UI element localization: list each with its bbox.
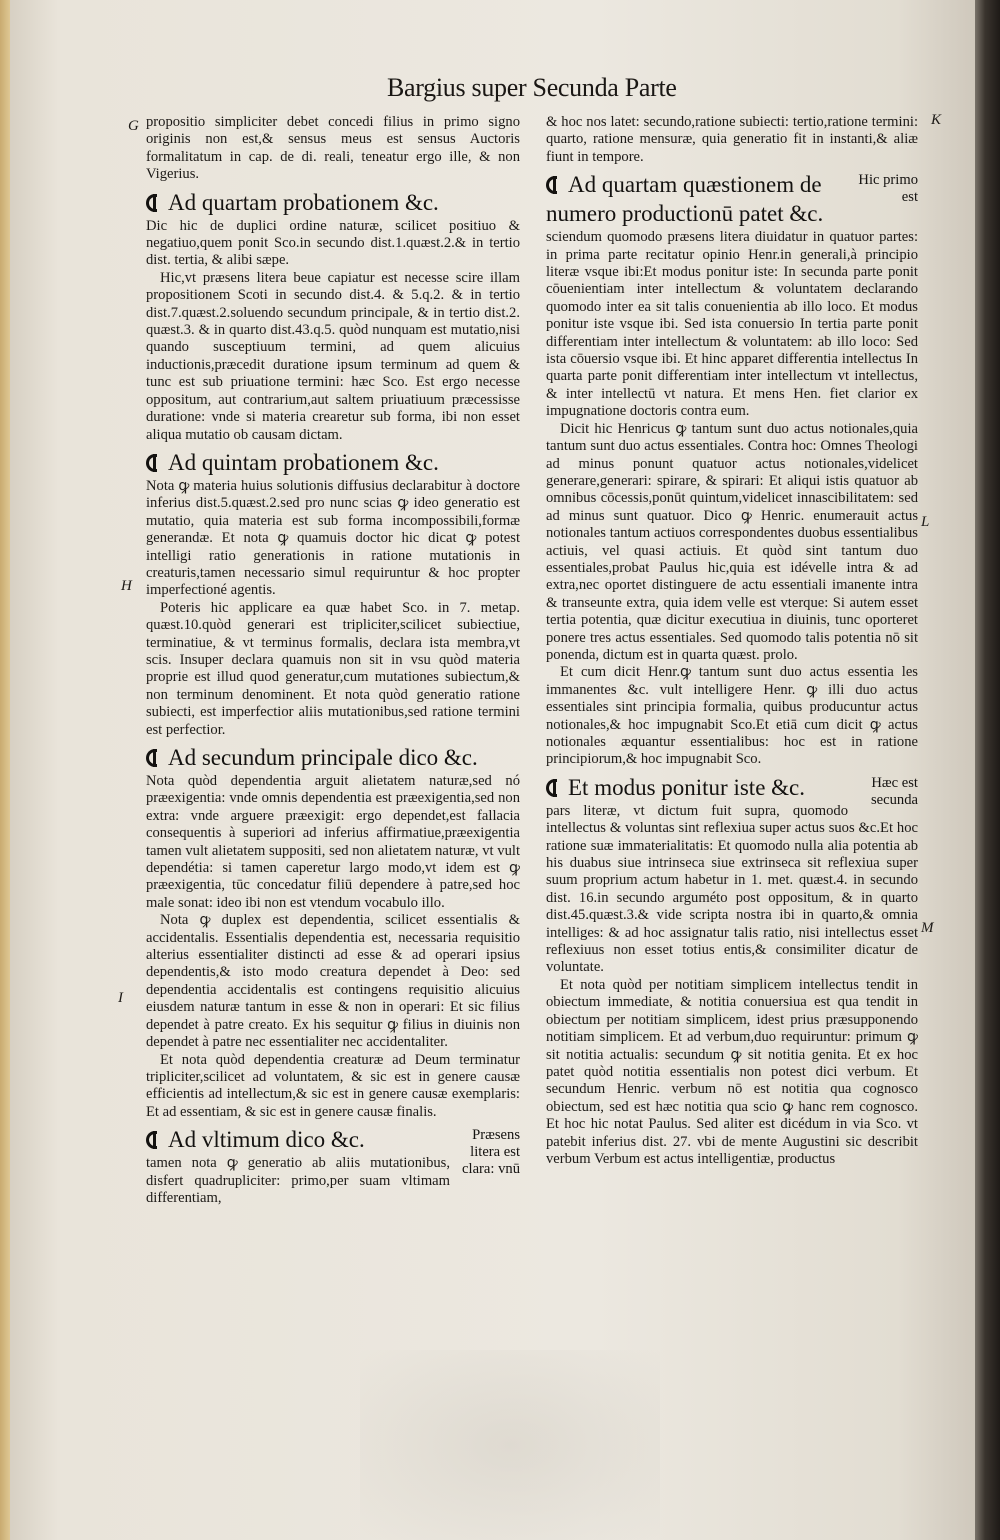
section-heading: [146, 188, 520, 217]
paragraph: Nota quòd dependentia arguit alietatem naturæ,sed nó præexigentia: vnde omnis dependentia est præexigentia,sed non extra: vnde arguere præexigit: ergo dependet,est fallacia consequentis à superiori ad inferius affirmatiue,præexigentia tamen vult alietatem suppositi, sed non alietatem naturæ, vt vult dependétia: si tamen caperetur largo modo,vt idem est ꝙ præexigentia, tūc concedatur filiū dependere à patre,sed hoc male sonat: ideo ibi non est vtendum vocabulo illo.: [146, 773, 520, 911]
heading-text: Ad quartam quæstionem de numero productionū patet &c.: [546, 172, 824, 227]
paragraph: Et nota quòd dependentia creaturæ ad Deum terminatur tripliciter,scilicet ad voluntatem, & sic est in genere causæ efficientis ad intellectum,& sic est in genere causæ exemplaris: Et ad essentiam, & sic est in genere causæ finalis.: [146, 1051, 520, 1120]
pilcrow-icon: [546, 779, 560, 797]
heading-text: Ad vltimum dico &c.: [168, 1127, 365, 1153]
paragraph: Nota ꝙ materia huius solutionis diffusius declarabitur à doctore inferius dist.5.quæst.2.sed pro nunc scias ꝙ ideo generatio est mutatio, quia materia est sub forma incompossibili,formæ generandæ. Et nota ꝙ quamuis doctor hic dicat ꝙ potest intelligi ratio generationis in ratione mutationis in creaturis,tamen necessario simul requiruntur & hoc propter imperfectioné agentis.: [146, 477, 520, 599]
section-heading: [546, 773, 918, 808]
paragraph: Hic,vt præsens litera beue capiatur est necesse scire illam propositionem Scoti in secundo dist.4. & 5.q.2. & in tertio dist.7.quæst.2.soluendo secundum principale, & in tertio dist.2. quæst.3. & in quarto dist.43.q.5. quòd nunquam est mutatio,nisi quando susceptiuum termini, ad quem alicuius inductionis,præcedit duratione ipsum terminum ad quem & tunc est sub priuatione termini: hæc Sco. Est ergo necesse oppositum, aut contrarium,aut saltem priuatiuum præcessisse duratione: vnde si materia crearetur sub forma, ibi non esset aliqua mutatio ob causam dictam.: [146, 269, 520, 443]
section-heading: [146, 448, 520, 477]
paragraph: propositio simpliciter debet concedi filius in primo signo originis non est,& sensus meus est sensus Auctoris formalitatum in cap. de di. reali, teneatur ergo ille, & non Vigerius.: [146, 114, 520, 183]
heading-text: Ad secundum principale dico &c.: [168, 745, 478, 770]
right-column: [546, 114, 918, 1168]
left-column: [146, 114, 520, 1207]
pilcrow-icon: [146, 194, 160, 212]
heading-tail: Præsens litera est clara: vnū: [462, 1127, 520, 1178]
margin-letter-k: K: [931, 112, 942, 128]
heading-text: Et modus ponitur iste &c.: [568, 774, 806, 800]
paragraph: tamen nota ꝙ generatio ab aliis mutationibus, disfert quadrupliciter: primo,per suam vltimam differentiam,: [146, 1155, 450, 1206]
section-heading: [146, 1125, 520, 1178]
paragraph: & hoc nos latet: secundo,ratione subiecti: tertio,ratione termini: quarto, ratione mensuræ, quia generatio fit in instanti,& aliæ fiunt in tempore.: [546, 114, 918, 165]
margin-letter-g: G: [128, 118, 139, 134]
page-edge: [975, 0, 1000, 1540]
paragraph: pars literæ, vt dictum fuit supra, quomodo intellectus & voluntas sint reflexiua super actus suos &c.Et hoc ratione suæ immaterialitatis: Et quomodo nulla alia potentia ab his duabus siue intrinseca siue extrinseca sit reflexiua super suum proprium actum habetur in 1. met. quæst.4. in secundo dist. 16.in secundo arguméto post oppositum, & in quarto dist.45.quæst.3.& vide scripta nostra ibi in quarto,& omnia intelliges: & ad hoc assignatur talis ratio, nisi intellectus esset reflexiuus non esset totius entis,& consimiliter dicatur de voluntate.: [546, 802, 918, 976]
paragraph: sciendum quomodo præsens litera diuidatur in quatuor partes: in prima parte recitatur opinio Henr.in generali,à principio literæ vsque ibi:Et modus ponitur iste: In secunda parte ponit cōuenientiam inter intellectum & voluntatem declarando quomodo inter ea sit talis conuenientia ab illo loco. Et modus ponitur iste vsque ibi. Sed ista conuersio In tertia parte ponit differentiam inter intellectum & voluntatem: ab illo loco: Sed ista cōuersio vsque ibi. Et hinc apparet differentia intellectus In quarta parte ponit differentiam inter intellectum vt intellectus, & inter intellectū vt natura. Et mens Hen. fiet clarior ex impugnatione doctoris contra eum.: [546, 229, 918, 420]
heading-text: Ad quintam probationem &c.: [168, 449, 439, 475]
heading-tail: Hæc est secunda: [870, 774, 918, 808]
pilcrow-icon: [146, 749, 160, 767]
margin-letter-i: I: [118, 990, 123, 1006]
pilcrow-icon: [146, 454, 160, 472]
section-heading: [146, 743, 520, 772]
paragraph: Dic hic de duplici ordine naturæ, scilicet positiuo & negatiuo,quem ponit Sco.in secundo dist.1.quæst.2.& in tertio dist. tertia, & alibi sæpe.: [146, 217, 520, 269]
margin-letter-l: L: [921, 514, 930, 530]
running-header: Bargius super Secunda Parte: [387, 73, 677, 102]
section-heading: [546, 170, 918, 228]
pilcrow-icon: [146, 1131, 160, 1149]
paragraph: Dicit hic Henricus ꝙ tantum sunt duo actus notionales,quia tantum sunt duo actus essentiales. Contra hoc: Omnes Theologi ad minus ponunt quatuor actus notionales,videlicet generare,generari: spirare, & spirari: Et aliqui istis quatuor ab omnibus cōcessis,ponūt quintum,videlicet innascibilitatem: sed ad minus sunt quatuor. Dico ꝙ Henric. enumerauit actus notionales tantum actiuos correspondentes duobus essentialibus actiuis, vel quasi actiuis. Et quòd sint tantum duo essentiales,probat Paulus hic,quia est idévelle intra & ad extra,nec oportet distinguere de actu essentiali imanente intra & transeunte extra, quia idem velle est vterque: Si autem esset tertia potentia, quæ dicitur executiua in diuinis, tunc oporteret ponere tres actus essentiales. Sed quomodo talis potentia nō sit ponenda, dictum est in quarta quæst. prolo.: [546, 420, 918, 663]
heading-tail: Hic primo est: [858, 172, 918, 206]
margin-letter-m: M: [921, 920, 934, 936]
heading-text: Ad quartam probationem &c.: [168, 189, 439, 215]
margin-letter-h: H: [121, 578, 132, 594]
pilcrow-icon: [546, 176, 560, 194]
paragraph: Et nota quòd per notitiam simplicem intellectus tendit in obiectum immediate, & notitia conuersiua est qua tendit in obiectum per notitiam simplicem, idest prius præsupponendo notitiam simplicem. Et ad verbum,duo requiruntur: primum ꝙ sit notitia actualis: secundum ꝙ sit notitia genita. Et ex hoc patet quòd notitia essentialis non potest dici verbum. Et secundum Henric. verbum nō est notitia qua cognosco obiectum, sed est hæc notitia qua scio ꝙ hanc rem cognosco. Et hoc hic notat Paulus. Sed aliter est dicédum in via Sco. vt patebit inferius dist. 27. vbi de mente Augustini sic describit verbum Verbum est actus intelligentiæ, productus: [546, 976, 918, 1167]
paper-stain: [360, 1350, 660, 1540]
paragraph: Et cum dicit Henr.ꝙ tantum sunt duo actus essentia les immanentes &c. vult intelligere Henr. ꝙ illi duo actus essentiales sint principia formalia, quibus producuntur actus notionales,& hoc impugnabit Sco.Et etiā cum dicit ꝙ actus notionales æquantur essentialibus: hoc est in ratione principiorum,& hoc impugnabit Sco.: [546, 664, 918, 768]
paragraph: Nota ꝙ duplex est dependentia, scilicet essentialis & accidentalis. Essentialis dependentia est, necessaria requisitio alterius essentialiter distincti ad esse & ad operari ipsius dependentis,& isto modo creatura dependet à Deo: sed dependentia accidentalis est contingens requisitio alicuius eiusdem naturæ tantum in esse & non in operari: Et sic filius dependet à patre creato. Ex his sequitur ꝙ filius in diuinis non dependet à patre nec essentialiter nec accidentaliter.: [146, 912, 520, 1051]
paragraph: Poteris hic applicare ea quæ habet Sco. in 7. metap. quæst.10.quòd generari est tripliciter,scilicet subiectiue, terminatiue, & vt terminus formalis, declara ista membra,vt scis. Insuper declara quamuis non sit in vsu quòd materia proprie est illud quod generatur,cum mutationes subiectum,& non terminum denominent. Et nota quòd generatio ratione subiecti, est imperfectior aliis mutationibus,sed ratione termini est perfectior.: [146, 599, 520, 738]
